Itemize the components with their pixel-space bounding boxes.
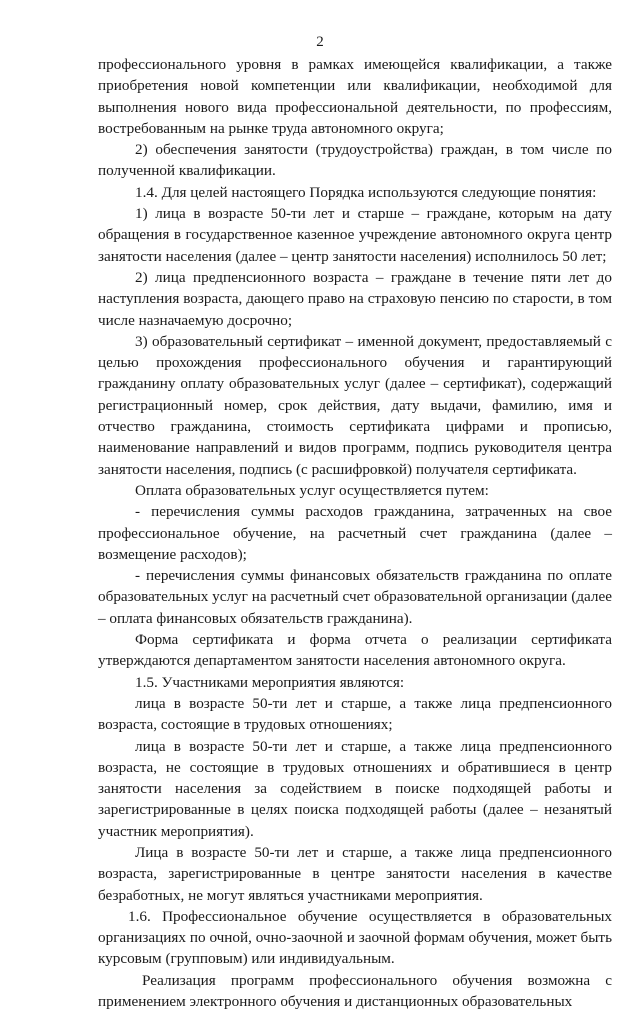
paragraph: - перечисления суммы финансовых обязательств гражданина по оплате образовательных услуг на расчетный счет образовательной организации (далее – оплата финансовых обязательств гражданина). bbox=[98, 567, 612, 627]
paragraph: 2) лица предпенсионного возраста – граждане в течение пяти лет до наступления возраста, дающего право на страховую пенсию по старости, в том числе назначаемую досрочно; bbox=[98, 268, 612, 329]
paragraph: Оплата образовательных услуг осуществляется путем: bbox=[135, 481, 489, 499]
paragraph: Лица в возрасте 50-ти лет и старше, а также лица предпенсионного возраста, зарегистрированные в центре занятости населения в качестве безработных, не могут являться участниками мероприятия. bbox=[98, 843, 612, 904]
paragraph: профессионального уровня в рамках имеющейся квалификации, а также приобретения новой компетенции или квалификации, необходимой для выполнения нового вида профессиональной деятельности, по профессиям, востребованным на рынке труда автономного округа; bbox=[98, 56, 612, 137]
page-number: 2 bbox=[316, 34, 324, 50]
paragraph: 1.4. Для целей настоящего Порядка используются следующие понятия: bbox=[135, 183, 597, 201]
paragraph: лица в возрасте 50-ти лет и старше, а также лица предпенсионного возраста, состоящие в трудовых отношениях; bbox=[98, 694, 612, 734]
document-body bbox=[98, 54, 612, 1012]
paragraph: 3) образовательный сертификат – именной документ, предоставляемый с целью прохождения профессионального обучения и гарантирующий гражданину оплату образовательных услуг (далее – сертификат), содержащий регистрационный номер, срок действия, дату выдачи, фамилию, имя и отчество гражданина, стоимость сертификата цифрами и прописью, наименование направлений и видов программ, подпись руководителя центра занятости населения, подпись (с расшифровкой) получателя сертификата. bbox=[98, 332, 612, 478]
paragraph: 1.5. Участниками мероприятия являются: bbox=[135, 673, 405, 691]
paragraph: - перечисления суммы расходов гражданина, затраченных на свое профессиональное обучение, на расчетный счет гражданина (далее – возмещение расходов); bbox=[98, 503, 612, 563]
paragraph: лица в возрасте 50-ти лет и старше, а также лица предпенсионного возраста, не состоящие в трудовых отношениях и обратившиеся в центр занятости населения за содействием в поиске подходящей работы и зарегистрированные в целях поиска подходящей работы (далее – незанятый участник мероприятия). bbox=[98, 737, 612, 840]
paragraph: Форма сертификата и форма отчета о реализации сертификата утверждаются департаментом занятости населения автономного округа. bbox=[98, 631, 612, 670]
paragraph: 1.6. Профессиональное обучение осуществляется в образовательных организациях по очной, очно-заочной и заочной формам обучения, может быть курсовым (групповым) или индивидуальным. bbox=[98, 907, 612, 968]
paragraph: 1) лица в возрасте 50-ти лет и старше – граждане, которым на дату обращения в государственное казенное учреждение автономного округа центр занятости населения (далее – центр занятости населения) исполнилось 50 лет; bbox=[98, 205, 612, 265]
paragraph: 2) обеспечения занятости (трудоустройства) граждан, в том числе по полученной квалификации. bbox=[98, 141, 612, 180]
paragraph: Реализация программ профессионального обучения возможна с применением электронного обучения и дистанционных образовательных bbox=[98, 971, 612, 1011]
